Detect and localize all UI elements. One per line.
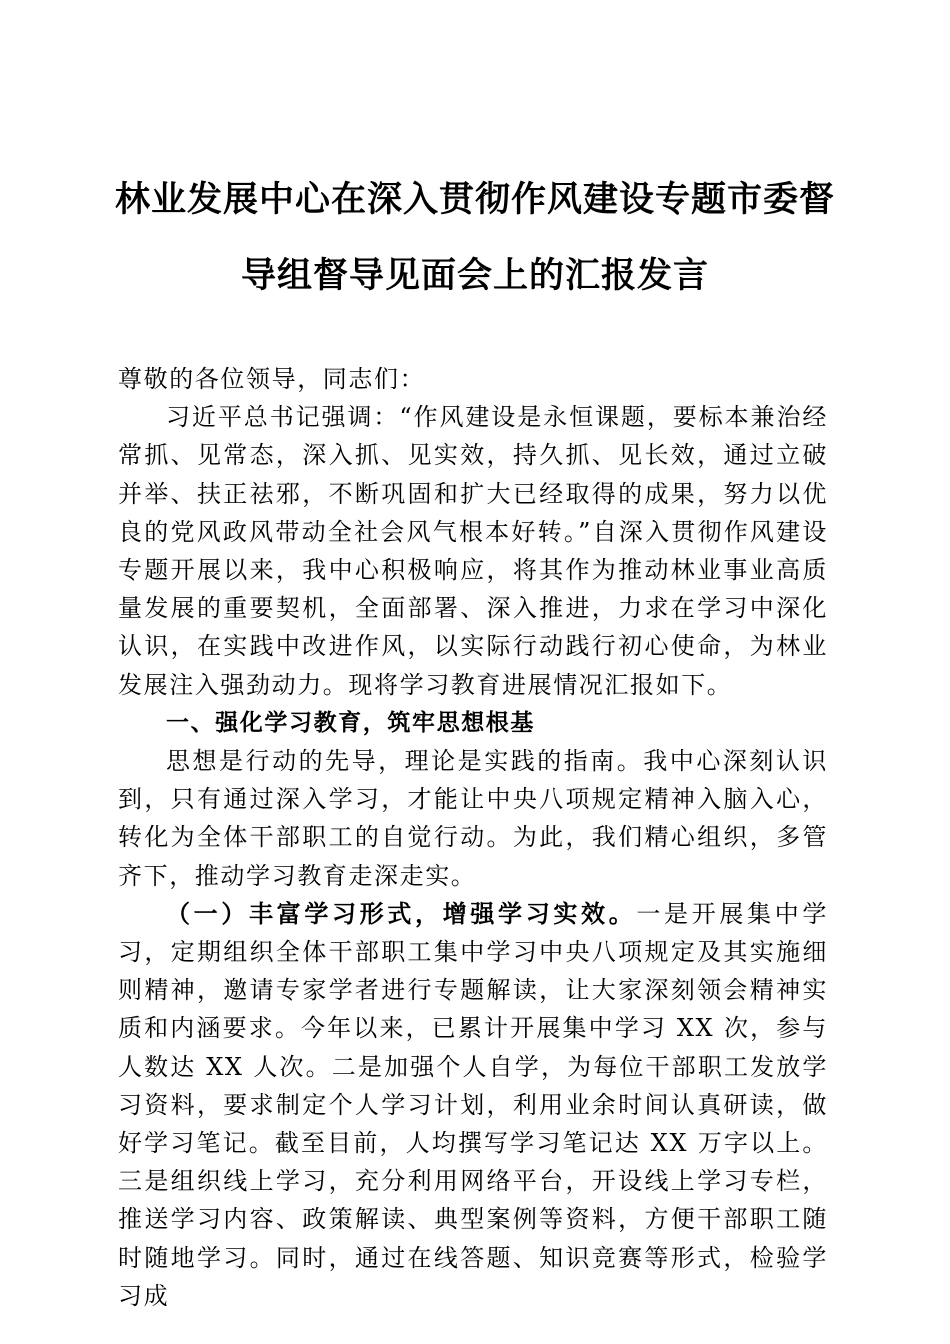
greeting: 尊敬的各位领导，同志们：	[118, 365, 426, 393]
subsection-title-1: （一）丰富学习形式，增强学习实效。	[166, 898, 637, 928]
document-body	[118, 360, 828, 1315]
paragraph-subsection-1	[118, 895, 828, 1315]
paragraph-section-1-intro: 思想是行动的先导，理论是实践的指南。我中心深刻认识到，只有通过深入学习，才能让中央八项规定精神入脑入心，转化为全体干部职工的自觉行动。为此，我们精心组织，多管齐下，推动学习教育走深走实。	[118, 747, 828, 890]
title-line-1: 林业发展中心在深入贯彻作风建设专题市委督	[114, 180, 835, 220]
document-title	[100, 162, 850, 314]
title-line-2: 导组督导见面会上的汇报发言	[240, 256, 709, 296]
section-heading-1: 一、强化学习教育，筑牢思想根基	[166, 709, 535, 736]
paragraph-intro: 习近平总书记强调：“作风建设是永恒课题，要标本兼治经常抓、见常态，深入抓、见实效，持久抓、见长效，通过立破并举、扶正祛邪，不断巩固和扩大已经取得的成果，努力以优良的党风政风带动全社会风气根本好转。”自深入贯彻作风建设专题开展以来，我中心积极响应，将其作为推动林业事业高质量发展的重要契机，全面部署、深入推进，力求在学习中深化认识，在实践中改进作风，以实际行动践行初心使命，为林业发展注入强劲动力。现将学习教育进展情况汇报如下。	[118, 403, 828, 699]
subsection-text-1: 一是开展集中学习，定期组织全体干部职工集中学习中央八项规定及其实施细则精神，邀请专家学者进行专题解读，让大家深刻领会精神实质和内涵要求。今年以来，已累计开展集中学习 XX 次，参与人数达 XX 人次。二是加强个人自学，为每位干部职工发放学习资料，要求制定个人学习计划，利用业余时间认真研读，做好学习笔记。截至目前，人均撰写学习笔记达 XX 万字以上。三是组织线上学习，充分利用网络平台，开设线上学习专栏，推送学习内容、政策解读、典型案例等资料，方便干部职工随时随地学习。同时，通过在线答题、知识竞赛等形式，检验学习成	[118, 899, 829, 1310]
